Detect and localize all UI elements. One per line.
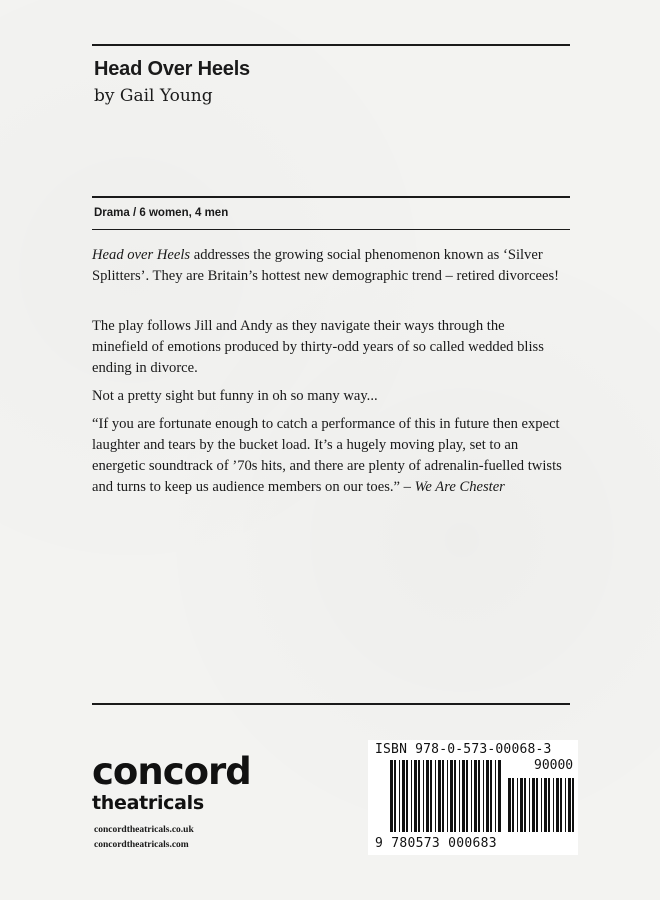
barcode-bar (529, 778, 530, 832)
barcode-bar (508, 778, 511, 832)
barcode-bar (399, 760, 400, 832)
barcode-bar (430, 760, 432, 832)
publisher-logo-line2: theatricals (92, 792, 204, 814)
barcode-bar (512, 778, 514, 832)
play-title-italic: Head over Heels (92, 247, 191, 263)
barcode-bar (568, 778, 571, 832)
barcode-bar (536, 778, 538, 832)
barcode-bar (520, 778, 523, 832)
genre-bottom-rule (92, 229, 570, 230)
barcode-bar (553, 778, 554, 832)
barcode-bar (490, 760, 492, 832)
bottom-rule (92, 703, 570, 705)
publisher-website-com: concordtheatricals.com (94, 840, 189, 850)
barcode-bar (541, 778, 542, 832)
barcode-bar (565, 778, 566, 832)
barcode-bar (498, 760, 501, 832)
barcode-bar (402, 760, 405, 832)
isbn-barcode (368, 740, 578, 855)
book-title: Head Over Heels (94, 58, 250, 80)
blurb-paragraph-2: The play follows Jill and Andy as they navigate their ways through the minefield of emotions produced by thirty-odd years of so called wedded bliss ending in divorce. (92, 318, 544, 376)
barcode-bar (524, 778, 526, 832)
book-author: by Gail Young (94, 86, 213, 106)
review-quote (92, 414, 574, 498)
publisher-logo-line1: concord (92, 750, 251, 793)
barcode-bar (556, 778, 559, 832)
barcode-bar (426, 760, 429, 832)
barcode-bar (414, 760, 417, 832)
barcode-bar (406, 760, 408, 832)
publisher-website-uk: concordtheatricals.co.uk (94, 825, 194, 835)
barcode-bar (560, 778, 562, 832)
barcode-bar (478, 760, 480, 832)
barcode-bar (442, 760, 444, 832)
barcode-bar (435, 760, 436, 832)
barcode-bar (471, 760, 472, 832)
barcode-bar (544, 778, 547, 832)
barcode-bar (447, 760, 448, 832)
barcode-bar (572, 778, 574, 832)
barcode-bar (495, 760, 496, 832)
barcode-bar (454, 760, 456, 832)
barcode-bar (483, 760, 484, 832)
barcode-bar (423, 760, 424, 832)
isbn-label: ISBN 978-0-573-00068-3 (375, 742, 552, 757)
barcode-bar (394, 760, 396, 832)
barcode-bar (532, 778, 535, 832)
barcode-bar (474, 760, 477, 832)
price-code: 90000 (534, 758, 574, 773)
barcode-bar (459, 760, 460, 832)
genre-cast-line: Drama / 6 women, 4 men (94, 207, 229, 219)
top-rule (92, 44, 570, 46)
barcode-number: 9 780573 000683 (375, 836, 497, 851)
blurb-paragraph-1-text: addresses the growing social phenomenon known as ‘Silver Splitters’. They are Britain’s hottest new demographic trend – retired divorcees! (92, 247, 559, 284)
barcode-bar (438, 760, 441, 832)
barcode-bar (548, 778, 550, 832)
barcode-bar (450, 760, 453, 832)
publisher-logo (92, 752, 251, 814)
blurb-paragraph-1 (92, 245, 570, 287)
barcode-bar (390, 760, 393, 832)
barcode-bar (418, 760, 420, 832)
review-source: We Are Chester (414, 479, 505, 495)
review-quote-text: “If you are fortunate enough to catch a performance of this in future then expect laughter and tears by the bucket load. It’s a hugely moving play, set to an energetic soundtrack of ’70s hits, and there are plenty of adrenalin-fuelled twists and turns to keep us audience members on our toes.” – (92, 416, 562, 495)
barcode-bar (517, 778, 518, 832)
blurb-paragraph-3: Not a pretty sight but funny in oh so many way... (92, 388, 378, 404)
barcode-bar (462, 760, 465, 832)
barcode-bar (411, 760, 412, 832)
genre-top-rule (92, 196, 570, 198)
barcode-bar (466, 760, 468, 832)
barcode-bar (486, 760, 489, 832)
